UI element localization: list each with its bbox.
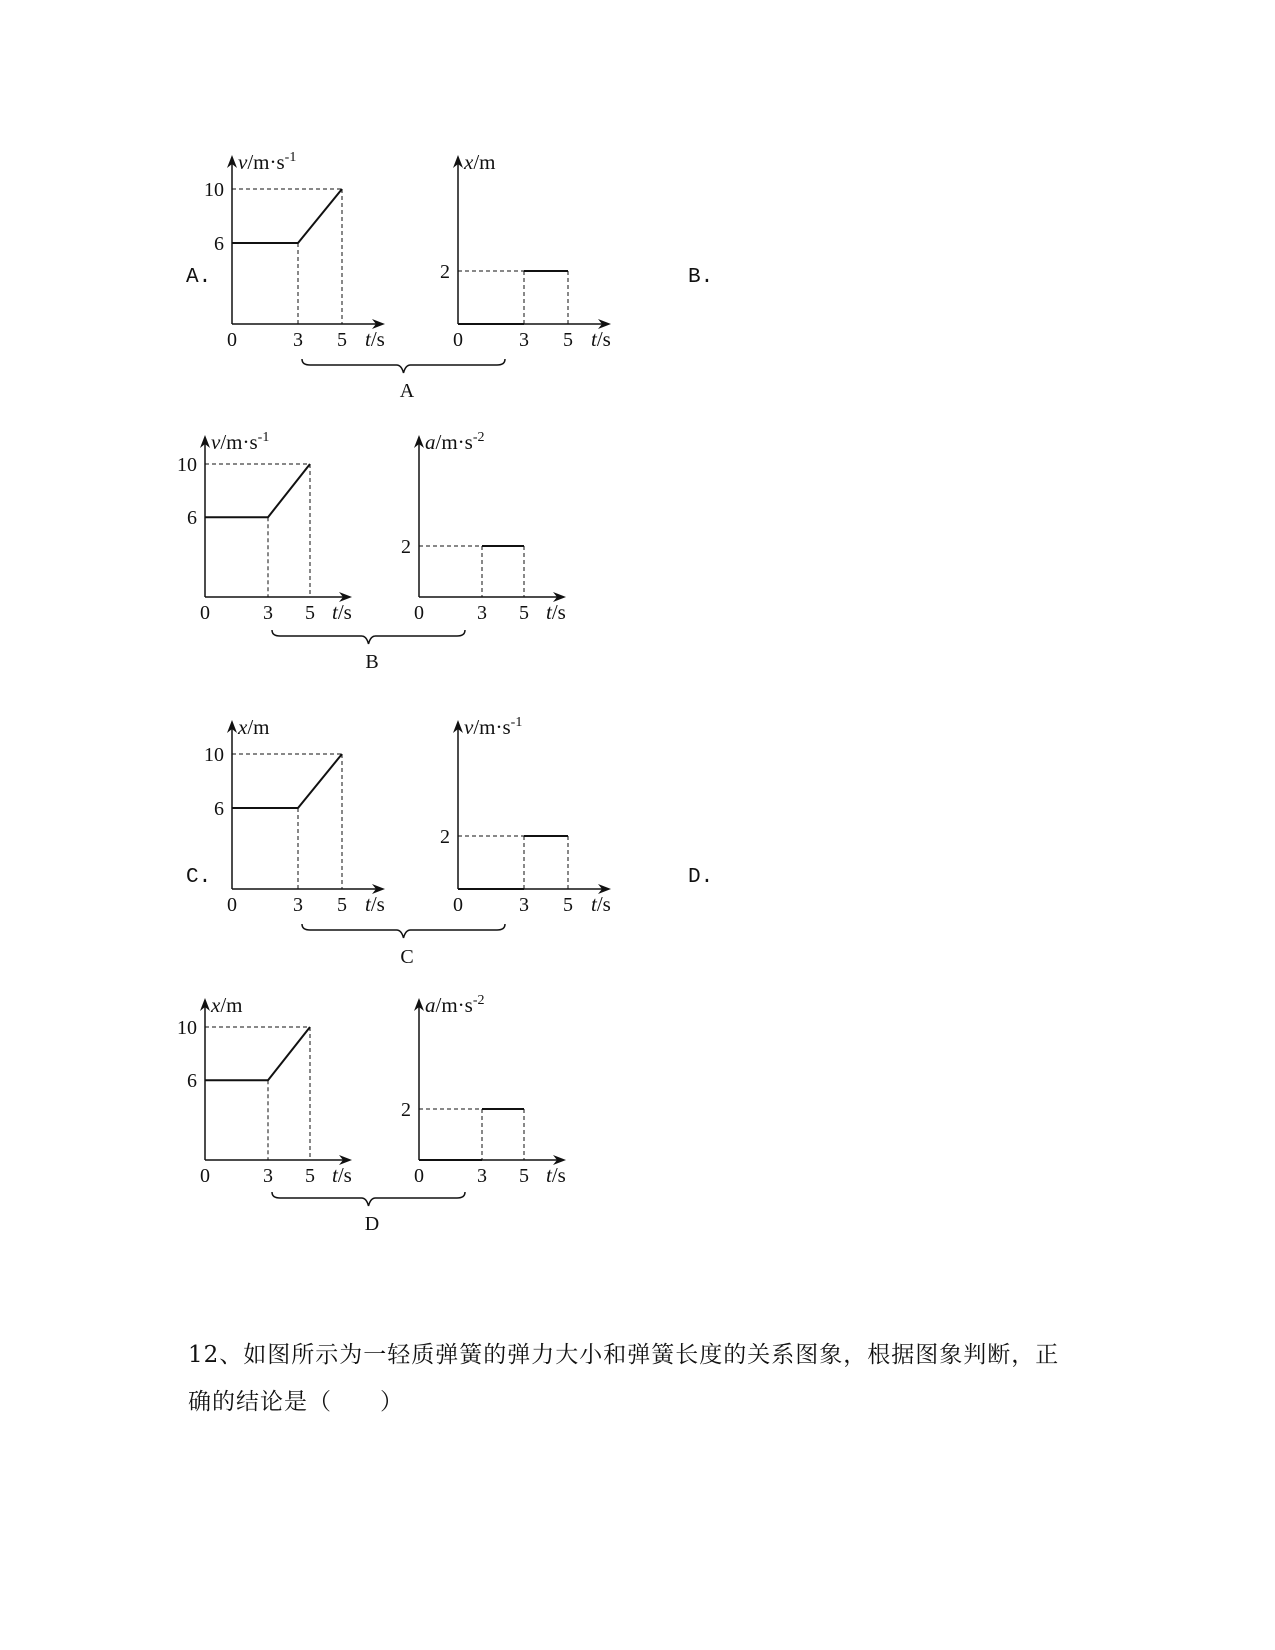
group-d-graph-1-y-tick-10: 10: [177, 1017, 197, 1039]
group-b-graph-1-x-tick-0: 0: [200, 602, 210, 624]
group-a-graph-1-x-label: t/s: [365, 327, 385, 351]
group-c-graph-2-x-label: t/s: [591, 892, 611, 916]
option-marker-b: B.: [688, 266, 714, 289]
group-b-graph-2-x-label: t/s: [546, 600, 566, 624]
group-a-graph-2-y-label: x/m: [464, 150, 496, 174]
group-d-graph-2-x-tick-0: 0: [414, 1165, 424, 1187]
group-b-graph-2-x-tick-0: 0: [414, 602, 424, 624]
group-b-graph-2-y-tick-2: 2: [401, 536, 411, 558]
group-a-graph-1-y-tick-10: 10: [204, 179, 224, 201]
group-a-graph-1-y-label: $v/m\cdot s^{-1}$: [238, 150, 297, 174]
group-b-graph-1-x-tick-3: 3: [263, 602, 273, 624]
group-c-graph-2-x-tick-5: 5: [563, 894, 573, 916]
group-b-graph-1-y-tick-10: 10: [177, 454, 197, 476]
group-c-graph-1-y-tick-6: 6: [214, 798, 224, 820]
group-c-graph-2-y-label: $v/m\cdot s^{-1}$: [464, 715, 523, 739]
group-a-graph-2-x-tick-5: 5: [563, 329, 573, 351]
group-b-label: B: [365, 651, 379, 673]
group-c-graph-2-x-tick-0: 0: [453, 894, 463, 916]
group-d-graph-1-x-tick-5: 5: [305, 1165, 315, 1187]
group-b-graph-1-series: [205, 464, 310, 517]
group-d-graph-1-y-tick-6: 6: [187, 1070, 197, 1093]
group-a-graph-2-y-tick-2: 2: [440, 261, 450, 283]
group-b-graph-2-y-label: $a/m\cdot s^{-2}$: [425, 430, 485, 454]
group-a-graph-2-x-tick-0: 0: [453, 329, 463, 351]
group-d-brace: [272, 1192, 465, 1206]
group-c-brace: [302, 924, 505, 938]
group-c-graph-1-series: [232, 754, 342, 808]
group-c-graph-1-y-tick-10: 10: [204, 744, 224, 766]
group-d-label: D: [364, 1213, 380, 1235]
question-12: [188, 1332, 1088, 1426]
group-b-graph-2-x-tick-3: 3: [477, 602, 487, 624]
group-b-graph-1-x-label: t/s: [332, 600, 352, 624]
group-b-graph-1-y-tick-6: 6: [187, 507, 197, 530]
group-a-graph-1-x-tick-5: 5: [337, 329, 347, 351]
group-d-graph-1-x-label: t/s: [332, 1163, 352, 1187]
group-a-graph-2-x-label: t/s: [591, 327, 611, 351]
group-d-graph-2-x-tick-5: 5: [519, 1165, 529, 1187]
group-c-graph-2-y-tick-2: 2: [440, 826, 450, 848]
question-line-1: 12、如图所示为一轻质弹簧的弹力大小和弹簧长度的关系图象，根据图象判断，正: [188, 1342, 1060, 1368]
group-d-graph-1-x-tick-3: 3: [263, 1165, 273, 1187]
group-c-graph-1-x-tick-3: 3: [293, 894, 303, 916]
group-c-graph-2-x-tick-3: 3: [519, 894, 529, 916]
group-c-label: C: [400, 946, 414, 968]
group-a-graph-1-series: [232, 189, 342, 243]
option-marker-d: D.: [688, 866, 714, 889]
group-c-graph-1-x-tick-5: 5: [337, 894, 347, 916]
group-a-graph-2-x-tick-3: 3: [519, 329, 529, 351]
group-a-brace: [302, 359, 505, 373]
group-b-graph-2-x-tick-5: 5: [519, 602, 529, 624]
group-d-graph-1-series: [205, 1027, 310, 1080]
option-marker-c: C.: [186, 866, 212, 889]
group-a-graph-1-x-tick-3: 3: [293, 329, 303, 351]
group-b-brace: [272, 630, 465, 644]
group-d-graph-1-x-tick-0: 0: [200, 1165, 210, 1187]
group-d-graph-2-x-tick-3: 3: [477, 1165, 487, 1187]
group-a-graph-1-y-tick-6: 6: [214, 233, 224, 255]
group-d-graph-1-y-label: x/m: [211, 993, 243, 1017]
group-a-label: A: [399, 380, 415, 402]
group-d-graph-2-y-label: $a/m\cdot s^{-2}$: [425, 993, 485, 1017]
option-marker-a: A.: [186, 266, 212, 289]
question-line-2: 确的结论是（ ）: [188, 1389, 404, 1415]
group-c-graph-1-x-tick-0: 0: [227, 894, 237, 916]
group-c-graph-1-y-label: x/m: [238, 715, 270, 739]
group-d-graph-2-x-label: t/s: [546, 1163, 566, 1187]
group-b-graph-1-y-label: $v/m\cdot s^{-1}$: [211, 430, 270, 454]
group-a-graph-1-x-tick-0: 0: [227, 329, 237, 351]
group-c-graph-1-x-label: t/s: [365, 892, 385, 916]
group-b-graph-1-x-tick-5: 5: [305, 602, 315, 624]
group-d-graph-2-y-tick-2: 2: [401, 1099, 411, 1121]
